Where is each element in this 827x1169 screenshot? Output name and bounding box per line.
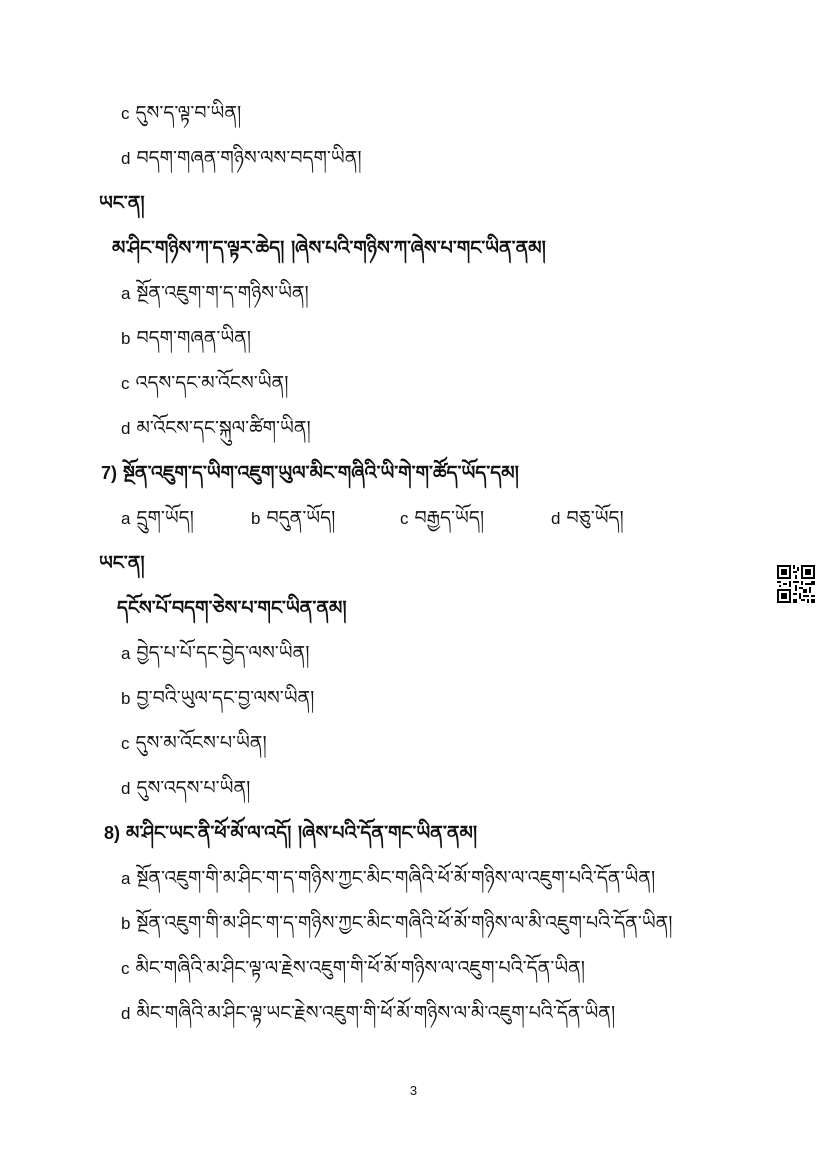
option-letter: a (121, 509, 131, 528)
option-line (121, 641, 309, 666)
option-text: དུས་འདས་པ་ཡིན། (136, 777, 251, 799)
option-letter: a (121, 284, 131, 303)
option-text: བདག་གཞན་ཡིན། (136, 327, 252, 349)
question-number: 8) (104, 823, 121, 843)
option-row (0, 506, 827, 530)
option-letter: d (121, 419, 131, 438)
option-cell (121, 506, 194, 531)
option-text: མིང་གཞིའི་མ་ཤིང་ལྟ་ལ་རྗེས་འཇུག་གི་ཕོ་མོ་གཉིས་ལ་འཇུག་པའི་དོན་ཡིན། (135, 957, 585, 979)
option-text: མིང་གཞིའི་མ་ཤིང་ལྟ་ཡང་རྗེས་འཇུག་གི་ཕོ་མོ་གཉིས་ལ་མི་འཇུག་པའི་དོན་ཡིན། (136, 1002, 616, 1024)
option-text: བདག་གཞན་གཉིས་ལས་བདག་ཡིན། (136, 147, 362, 169)
option-line (121, 866, 655, 891)
question-line (117, 596, 347, 620)
alternative-text: ཡང་ན། (99, 552, 145, 574)
option-text: བྱ་བའི་ཡུལ་དང་བྱ་ལས་ཡིན། (136, 687, 315, 709)
option-text: མ་འོངས་དང་སྐུལ་ཚིག་ཡིན། (136, 417, 311, 439)
question-text: མ་ཤིང་གཉིས་ཀ་ད་ལྟར་ཆེད། །ཞེས་པའི་གཉིས་ཀ་ཞེས་པ་གང་ཡིན་ནམ། (112, 237, 546, 259)
option-cell (400, 506, 484, 531)
option-text: བྱེད་པ་པོ་དང་བྱེད་ལས་ཡིན། (136, 642, 310, 664)
question-text: མ་ཤིང་ཡང་ནི་ཕོ་མོ་ལ་འདོ། །ཞེས་པའི་དོན་གང་ཡིན་ནམ། (126, 822, 478, 844)
option-text: འདས་དང་མ་འོངས་ཡིན། (135, 372, 289, 394)
qr-code-icon (777, 565, 815, 603)
option-letter: a (121, 644, 131, 663)
option-text: དུས་མ་འོངས་པ་ཡིན། (135, 732, 267, 754)
alternative-heading (99, 191, 145, 215)
option-letter: d (551, 509, 561, 528)
option-letter: d (121, 779, 131, 798)
alternative-heading (99, 551, 145, 575)
option-line (121, 371, 288, 396)
question-7 (101, 461, 519, 485)
option-cell (251, 506, 335, 531)
page-number: 3 (409, 1083, 418, 1098)
option-letter: c (400, 509, 409, 528)
option-line (121, 776, 250, 801)
question-text: དངོས་པོ་བདག་ཅེས་པ་གང་ཡིན་ནམ། (117, 597, 347, 619)
option-line (121, 146, 362, 171)
option-line (121, 101, 241, 126)
option-line (121, 1001, 615, 1026)
option-letter: d (121, 1004, 131, 1023)
option-text: བཅུ་ཡོད། (566, 507, 624, 529)
option-letter: b (121, 329, 131, 348)
option-letter: d (121, 149, 131, 168)
option-cell (551, 506, 624, 531)
option-line (121, 281, 309, 306)
option-letter: b (121, 689, 131, 708)
option-text: དྲུག་ཡོད། (136, 507, 194, 529)
alternative-text: ཡང་ན། (99, 192, 145, 214)
option-text: དུས་ད་ལྟ་བ་ཡིན། (135, 102, 242, 124)
question-8 (104, 821, 477, 845)
option-letter: c (121, 374, 130, 393)
question-text: སྔོན་འཇུག་ད་ཡིག་འཇུག་ཡུལ་མིང་གཞིའི་ཡི་གེ་ག་ཚོད་ཡོད་དམ། (123, 462, 519, 484)
option-letter: c (121, 734, 130, 753)
option-letter: c (121, 959, 130, 978)
option-text: བདུན་ཡོད། (266, 507, 336, 529)
option-letter: c (121, 104, 130, 123)
option-letter: b (251, 509, 261, 528)
option-letter: a (121, 869, 131, 888)
option-text: སྔོན་འཇུག་གི་མ་ཤིང་ག་ད་གཉིས་ཀྱང་མིང་གཞིའི་ཕོ་མོ་གཉིས་ལ་མི་འཇུག་པའི་དོན་ཡིན། (136, 912, 673, 934)
question-number: 7) (101, 463, 118, 483)
option-line (121, 686, 314, 711)
option-text: སྔོན་འཇུག་ག་ད་གཉིས་ཡིན། (136, 282, 309, 304)
option-line (121, 956, 585, 981)
option-line (121, 911, 673, 936)
option-line (121, 326, 251, 351)
option-line (121, 416, 311, 441)
option-letter: b (121, 914, 131, 933)
option-text: བརྒྱད་ཡོད། (414, 507, 485, 529)
option-text: སྔོན་འཇུག་གི་མ་ཤིང་ག་ད་གཉིས་ཀྱང་མིང་གཞིའི་ཕོ་མོ་གཉིས་ལ་འཇུག་པའི་དོན་ཡིན། (136, 867, 656, 889)
option-line (121, 731, 267, 756)
question-line (112, 236, 546, 260)
